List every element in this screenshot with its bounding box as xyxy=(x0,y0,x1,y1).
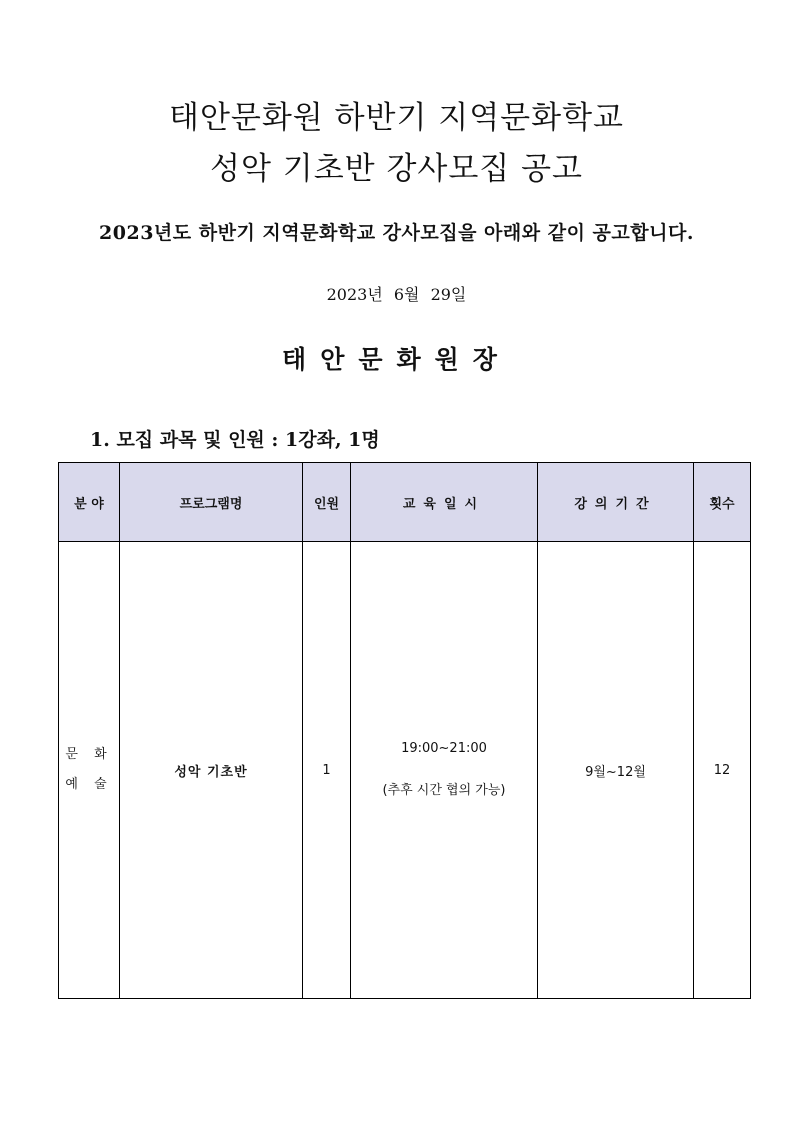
header-schedule: 교육일시 xyxy=(351,463,538,542)
cell-schedule xyxy=(351,542,538,999)
page-title-line1: 태안문화원 하반기 지역문화학교 xyxy=(169,100,624,136)
table-row xyxy=(59,542,751,999)
cell-period: 9월~12월 xyxy=(538,542,694,999)
announcement-date: 2023년 6월 29일 xyxy=(326,285,467,304)
cell-sessions: 12 xyxy=(694,542,751,999)
header-count: 인원 xyxy=(303,463,351,542)
cell-schedule-time: 19:00~21:00 xyxy=(401,741,487,756)
cell-schedule-note: (추후 시간 협의 가능) xyxy=(382,783,506,798)
header-field: 분 야 xyxy=(59,463,120,542)
recruitment-table xyxy=(58,462,751,999)
header-sessions: 횟수 xyxy=(694,463,751,542)
cell-field xyxy=(59,542,120,999)
intro-text: 2023년도 하반기 지역문화학교 강사모집을 아래와 같이 공고합니다. xyxy=(99,222,694,244)
header-period: 강의기간 xyxy=(538,463,694,542)
section-1-heading: 1. 모집 과목 및 인원 : 1강좌, 1명 xyxy=(90,429,380,451)
table-header-row xyxy=(59,463,751,542)
cell-program: 성악 기초반 xyxy=(120,542,303,999)
header-program: 프로그램명 xyxy=(120,463,303,542)
issuer-name: 태안문화원장 xyxy=(282,345,511,374)
cell-field-line1: 문 화 xyxy=(65,747,113,762)
page-title-line2: 성악 기초반 강사모집 공고 xyxy=(210,151,583,187)
cell-count: 1 xyxy=(303,542,351,999)
cell-field-line2: 예 술 xyxy=(65,777,113,792)
